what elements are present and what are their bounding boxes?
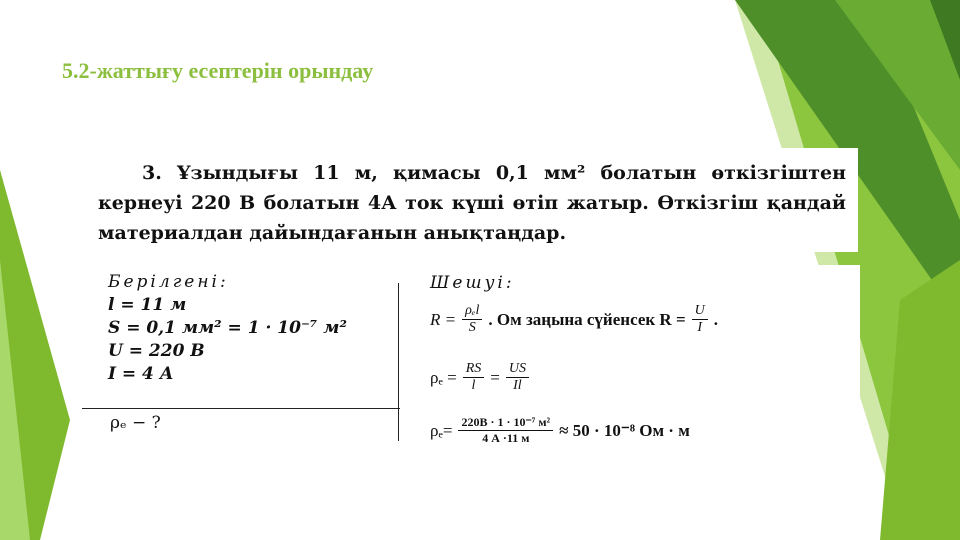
calculation-row bbox=[430, 415, 690, 446]
ohm-denominator: I bbox=[697, 320, 703, 335]
rho-denominator-1: l bbox=[471, 378, 476, 393]
rho-numerator-1: RS bbox=[463, 361, 485, 378]
given-current: I = 4 А bbox=[108, 364, 174, 384]
ohm-fraction bbox=[692, 303, 708, 336]
column-divider bbox=[398, 283, 399, 441]
given-voltage: U = 220 В bbox=[108, 341, 205, 361]
given-divider bbox=[82, 408, 400, 409]
calc-result: ≈ 50 · 10⁻⁸ Ом · м bbox=[559, 420, 690, 440]
resistance-formula-row bbox=[430, 303, 718, 336]
problem-statement-card bbox=[80, 148, 858, 252]
ohm-numerator: U bbox=[692, 303, 708, 320]
calc-numerator: 220В · 1 · 10⁻⁷ м² bbox=[458, 415, 553, 431]
rho-equals: = bbox=[490, 367, 500, 387]
given-unknown: ρₑ − ? bbox=[110, 413, 161, 433]
problem-body: 3. Ұзындығы 11 м, қимасы 0,1 мм² болатын өткізгіштен кернеуі 220 В болатын 4А ток күші өтіп жатыр. Өткізгіш қандай материалдан дайындағанын анықтаңдар. bbox=[98, 162, 846, 244]
rho-fraction-1 bbox=[463, 361, 485, 394]
calc-label: ρₑ= bbox=[430, 420, 453, 440]
r-label: R = bbox=[430, 309, 457, 329]
solution-card bbox=[80, 265, 860, 467]
rho-fraction-2 bbox=[506, 361, 529, 394]
problem-text bbox=[98, 158, 846, 248]
r-numerator: ρₑl bbox=[462, 303, 482, 320]
given-length: l = 11 м bbox=[108, 295, 187, 315]
calc-denominator: 4 А ·11 м bbox=[482, 431, 530, 445]
slide-title: 5.2-жаттығу есептерін орындау bbox=[62, 58, 374, 83]
rho-label: ρₑ = bbox=[430, 367, 457, 387]
rho-numerator-2: US bbox=[506, 361, 529, 378]
given-header: Берілгені: bbox=[108, 272, 229, 292]
ohm-end: . bbox=[713, 309, 719, 329]
given-block bbox=[108, 271, 347, 386]
calc-fraction bbox=[458, 415, 553, 446]
solution-header bbox=[430, 273, 515, 293]
r-denominator: S bbox=[468, 320, 476, 335]
r-fraction bbox=[462, 303, 482, 336]
ohm-law-text: . Ом заңына сүйенсек R = bbox=[488, 309, 686, 329]
solution-header-text: Шешуі: bbox=[430, 273, 515, 293]
resistivity-formula-row bbox=[430, 361, 535, 394]
given-area: S = 0,1 мм² = 1 · 10⁻⁷ м² bbox=[108, 318, 347, 338]
rho-denominator-2: Il bbox=[513, 378, 522, 393]
